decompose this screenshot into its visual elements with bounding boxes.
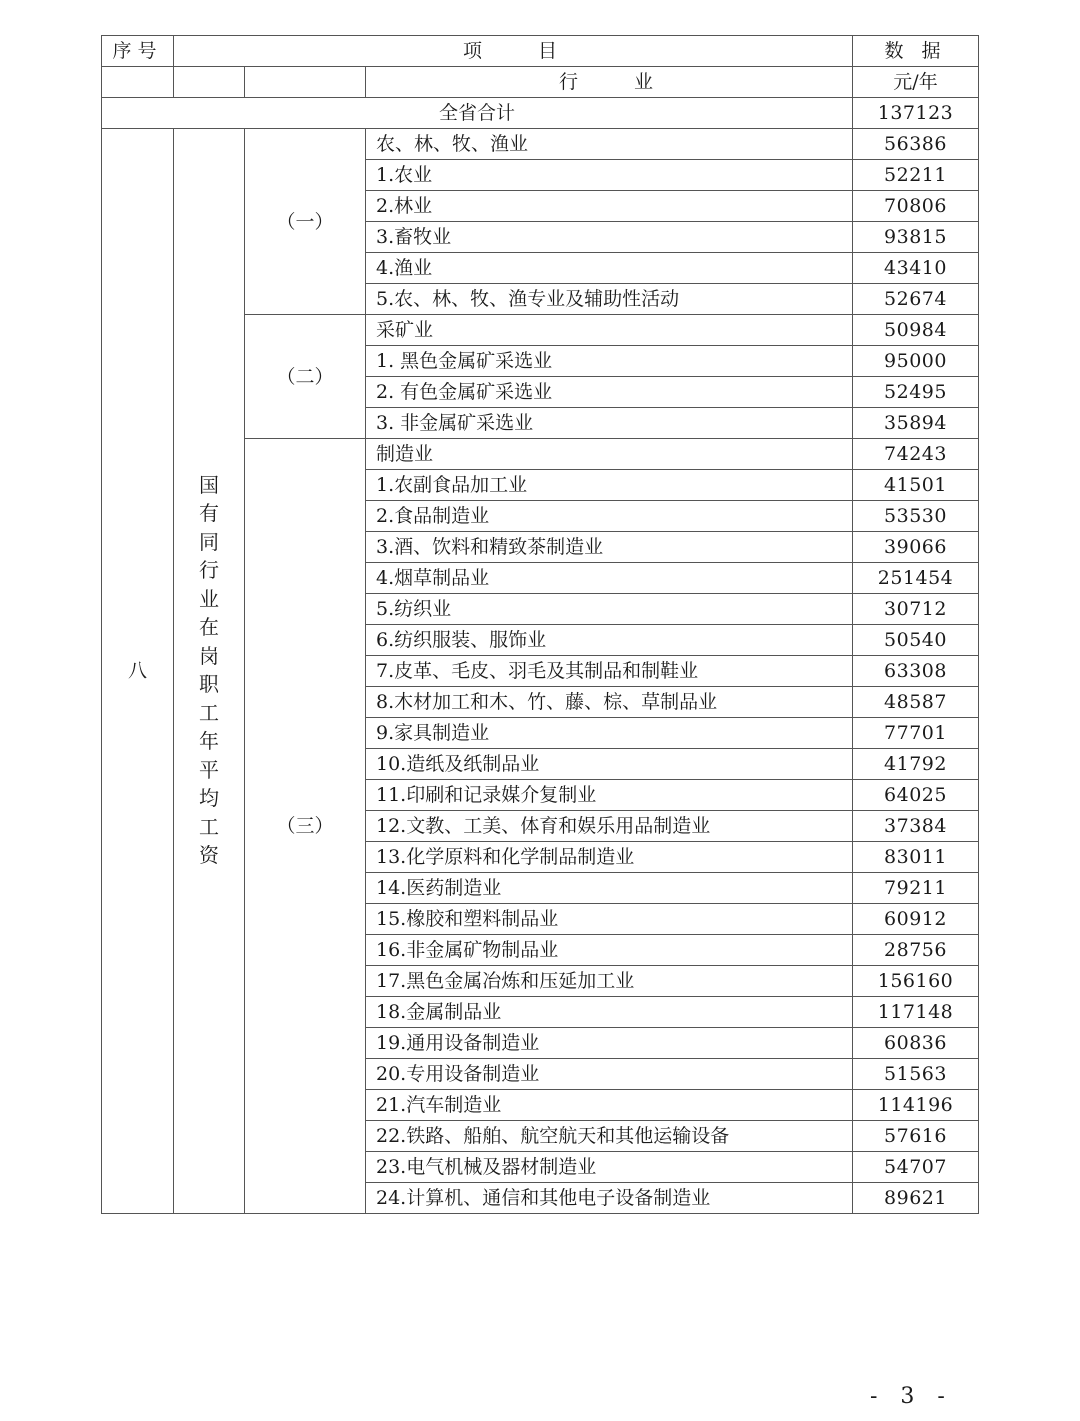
header-seq: 序号	[102, 36, 174, 67]
industry-name: 19.通用设备制造业	[366, 1028, 853, 1059]
wage-value: 83011	[853, 842, 979, 873]
industry-name: 23.电气机械及器材制造业	[366, 1152, 853, 1183]
wage-value: 117148	[853, 997, 979, 1028]
wage-value: 156160	[853, 966, 979, 997]
wage-value: 53530	[853, 501, 979, 532]
subheader-empty-2	[174, 67, 245, 98]
wage-value: 43410	[853, 253, 979, 284]
section-title-cell	[174, 129, 245, 1214]
wage-value: 114196	[853, 1090, 979, 1121]
industry-name: 1.农业	[366, 160, 853, 191]
industry-name: 2.食品制造业	[366, 501, 853, 532]
wage-value: 28756	[853, 935, 979, 966]
wage-value: 56386	[853, 129, 979, 160]
industry-name: 农、林、牧、渔业	[366, 129, 853, 160]
subheader-row	[102, 67, 979, 98]
wage-value: 64025	[853, 780, 979, 811]
industry-name: 3. 非金属矿采选业	[366, 408, 853, 439]
section-number: 八	[102, 129, 174, 1214]
industry-name: 16.非金属矿物制品业	[366, 935, 853, 966]
wage-value: 50540	[853, 625, 979, 656]
industry-name: 5.纺织业	[366, 594, 853, 625]
wage-value: 50984	[853, 315, 979, 346]
subheader-empty-1	[102, 67, 174, 98]
wage-value: 52211	[853, 160, 979, 191]
group-label: （一）	[245, 129, 366, 315]
industry-name: 11.印刷和记录媒介复制业	[366, 780, 853, 811]
industry-name: 22.铁路、船舶、航空航天和其他运输设备	[366, 1121, 853, 1152]
subheader-empty-3	[245, 67, 366, 98]
total-row	[102, 98, 979, 129]
industry-name: 4.烟草制品业	[366, 563, 853, 594]
wage-value: 77701	[853, 718, 979, 749]
industry-name: 13.化学原料和化学制品制造业	[366, 842, 853, 873]
industry-name: 14.医药制造业	[366, 873, 853, 904]
industry-name: 4.渔业	[366, 253, 853, 284]
industry-name: 3.酒、饮料和精致茶制造业	[366, 532, 853, 563]
header-project: 项 目	[174, 36, 853, 67]
wage-value: 52495	[853, 377, 979, 408]
wage-value: 79211	[853, 873, 979, 904]
header-industry: 行 业	[366, 67, 853, 98]
industry-name: 10.造纸及纸制品业	[366, 749, 853, 780]
industry-name: 7.皮革、毛皮、羽毛及其制品和制鞋业	[366, 656, 853, 687]
page-number: - 3 -	[870, 1384, 953, 1409]
wage-value: 70806	[853, 191, 979, 222]
wage-value: 54707	[853, 1152, 979, 1183]
industry-name: 20.专用设备制造业	[366, 1059, 853, 1090]
industry-name: 制造业	[366, 439, 853, 470]
total-value: 137123	[853, 98, 979, 129]
wage-value: 51563	[853, 1059, 979, 1090]
industry-name: 12.文教、工美、体育和娱乐用品制造业	[366, 811, 853, 842]
industry-name: 5.农、林、牧、渔专业及辅助性活动	[366, 284, 853, 315]
industry-name: 17.黑色金属冶炼和压延加工业	[366, 966, 853, 997]
wage-value: 63308	[853, 656, 979, 687]
wage-value: 95000	[853, 346, 979, 377]
industry-name: 8.木材加工和木、竹、藤、棕、草制品业	[366, 687, 853, 718]
header-row	[102, 36, 979, 67]
industry-name: 2. 有色金属矿采选业	[366, 377, 853, 408]
wage-value: 48587	[853, 687, 979, 718]
industry-name: 2.林业	[366, 191, 853, 222]
wage-value: 251454	[853, 563, 979, 594]
industry-name: 15.橡胶和塑料制品业	[366, 904, 853, 935]
industry-name: 采矿业	[366, 315, 853, 346]
wage-value: 37384	[853, 811, 979, 842]
section-title: 国有同行业在岗职工年平均工资	[199, 472, 219, 868]
table-row	[102, 129, 979, 160]
wage-table	[101, 35, 979, 1214]
industry-name: 9.家具制造业	[366, 718, 853, 749]
wage-value: 89621	[853, 1183, 979, 1214]
industry-name: 21.汽车制造业	[366, 1090, 853, 1121]
wage-value: 60836	[853, 1028, 979, 1059]
wage-value: 52674	[853, 284, 979, 315]
industry-name: 3.畜牧业	[366, 222, 853, 253]
header-data: 数 据	[853, 36, 979, 67]
wage-value: 74243	[853, 439, 979, 470]
industry-name: 18.金属制品业	[366, 997, 853, 1028]
industry-name: 1. 黑色金属矿采选业	[366, 346, 853, 377]
wage-value: 35894	[853, 408, 979, 439]
wage-value: 93815	[853, 222, 979, 253]
wage-value: 41501	[853, 470, 979, 501]
industry-name: 6.纺织服装、服饰业	[366, 625, 853, 656]
industry-name: 1.农副食品加工业	[366, 470, 853, 501]
wage-value: 41792	[853, 749, 979, 780]
industry-name: 24.计算机、通信和其他电子设备制造业	[366, 1183, 853, 1214]
header-unit: 元/年	[853, 67, 979, 98]
group-label: （二）	[245, 315, 366, 439]
wage-value: 39066	[853, 532, 979, 563]
wage-value: 57616	[853, 1121, 979, 1152]
group-label: （三）	[245, 439, 366, 1214]
total-label: 全省合计	[102, 98, 853, 129]
wage-value: 30712	[853, 594, 979, 625]
wage-value: 60912	[853, 904, 979, 935]
